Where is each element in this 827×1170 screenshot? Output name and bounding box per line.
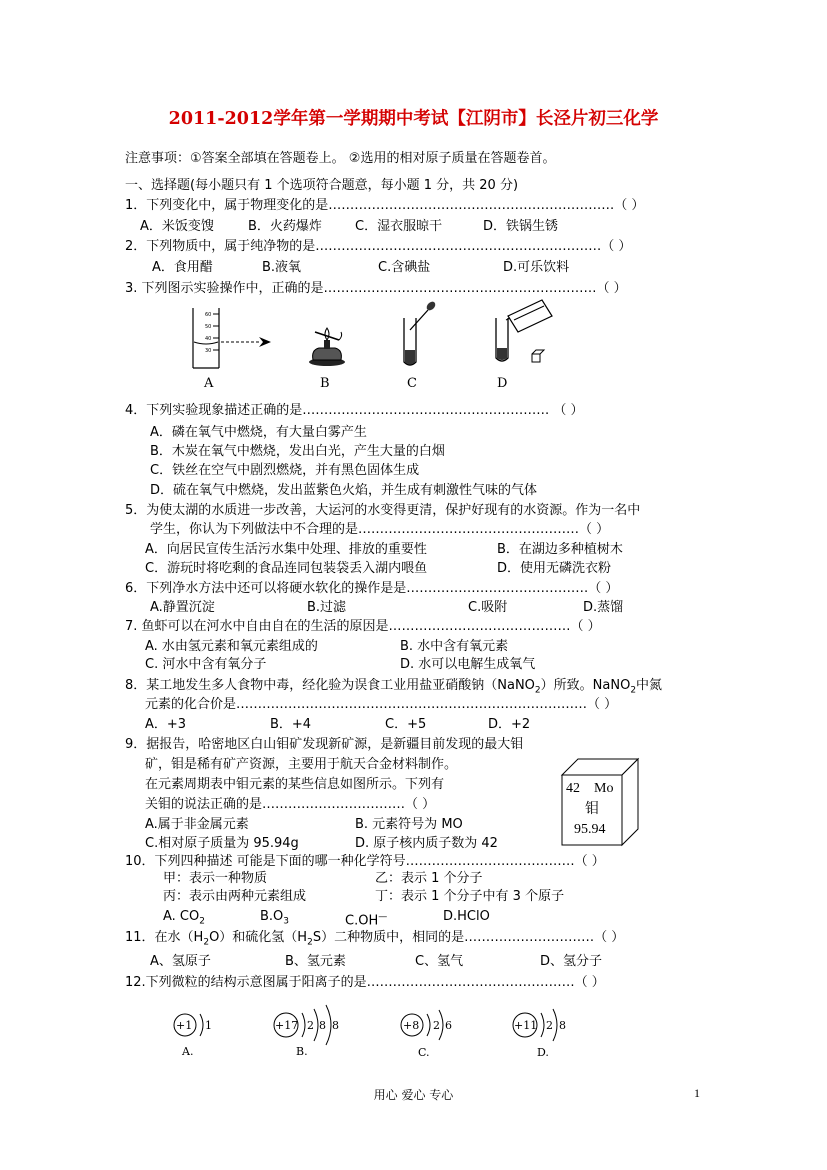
svg-text:2: 2 (433, 1019, 440, 1032)
q8-stem-line1: 8．某工地发生多人食物中毒，经化验为误食工业用盐亚硝酸钠（NaNO$_2$）所致。NaNO$_2$中氮 (125, 678, 663, 696)
svg-text:C.: C. (418, 1046, 430, 1059)
q5-option-a: A．向居民宣传生活污水集中处理、排放的重要性 (145, 542, 427, 557)
q1-option-d: D．铁锅生锈 (483, 219, 559, 234)
q6-option-d: D.蒸馏 (583, 600, 624, 615)
q8-option-c: C．+5 (385, 717, 427, 732)
q9-stem-line1: 9．据报告，哈密地区白山钼矿发现新矿源，是新疆目前发现的最大钼 (125, 737, 524, 752)
q8-option-d: D．+2 (488, 717, 531, 732)
q6-option-c: C.吸附 (468, 600, 508, 615)
q7-option-b: B. 水中含有氧元素 (400, 639, 509, 654)
svg-text:D.: D. (537, 1046, 549, 1059)
figure-c-dropper-test-tube (398, 302, 438, 370)
svg-text:+8: +8 (403, 1019, 420, 1032)
q10-option-c: C.OH— (345, 912, 388, 929)
q2-option-a: A．食用醋 (152, 260, 213, 275)
q5-stem-line1: 5．为使太湖的水质进一步改善，大运河的水变得更清，保护好现有的水资源。作为一名中 (125, 503, 641, 518)
q6-stem: 6．下列净水方法中还可以将硬水软化的操作是是……………………………………（ ） (125, 581, 619, 596)
page-footer: 用心 爱心 专心 (373, 1088, 454, 1102)
q10-option-d: D.HClO (443, 909, 490, 924)
cylinder-mark-30: 30 (205, 348, 212, 354)
svg-text:+1: +1 (176, 1019, 193, 1032)
notice: 注意事项：①答案全部填在答题卷上。 ②选用的相对原子质量在答题卷首。 (125, 151, 556, 166)
page-number: 1 (694, 1086, 700, 1100)
q6-option-b: B.过滤 (307, 600, 347, 615)
q7-option-d: D. 水可以电解生成氧气 (400, 657, 536, 672)
q2-stem: 2．下列物质中，属于纯净物的是…………………………………………………………（ ） (125, 239, 632, 254)
q9-option-b: B. 元素符号为 MO (355, 817, 463, 832)
element-name: 钼 (585, 802, 599, 817)
q2-option-d: D.可乐饮料 (503, 260, 570, 275)
q9-option-c: C.相对原子质量为 95.94g (145, 836, 299, 851)
cylinder-mark-50: 50 (205, 324, 212, 330)
figure-a-graduated-cylinder (185, 306, 280, 370)
atom-diagram-a (170, 1010, 220, 1060)
q4-option-b: B．木炭在氧气中燃烧，发出白光，产生大量的白烟 (150, 444, 445, 459)
figure-b-alcohol-lamp (305, 318, 350, 368)
q3-label-d: D (497, 376, 508, 391)
svg-text:1: 1 (205, 1019, 212, 1032)
element-mass: 95.94 (574, 822, 606, 837)
q4-option-d: D．硫在氧气中燃烧，发出蓝紫色火焰，并生成有刺激性气味的气体 (150, 483, 538, 498)
svg-text:6: 6 (445, 1019, 452, 1032)
atom-diagram-d (510, 1008, 580, 1060)
q1-option-c: C．湿衣服晾干 (355, 219, 443, 234)
svg-text:A.: A. (182, 1045, 194, 1058)
q10-option-b: $B.O_3$ (260, 909, 290, 927)
element-symbol: Mo (594, 781, 614, 796)
svg-text:2: 2 (307, 1019, 314, 1032)
q3-stem: 3. 下列图示实验操作中，正确的是………………………………………………………（ ） (125, 281, 627, 296)
q1-option-b: B．火药爆炸 (248, 219, 322, 234)
q10-desc-yi: 乙：表示 1 个分子 (375, 871, 483, 886)
q10-option-a: A. $CO_2$ (163, 909, 205, 927)
q8-option-b: B．+4 (270, 717, 312, 732)
q4-option-a: A．磷在氧气中燃烧，有大量白雾产生 (150, 425, 367, 440)
q11-option-c: C、氢气 (415, 954, 464, 969)
figure-d-pouring-liquid (488, 298, 558, 368)
atom-diagram-c (398, 1008, 468, 1060)
q10-desc-jia: 甲：表示一种物质 (163, 871, 268, 886)
q4-option-c: C．铁丝在空气中剧烈燃烧，并有黑色固体生成 (150, 463, 420, 478)
q3-label-c: C (407, 376, 417, 391)
q7-option-c: C. 河水中含有氧分子 (145, 657, 267, 672)
q8-stem-line2: 元素的化合价是………………………………………………………………………（ ） (145, 697, 618, 712)
svg-text:2: 2 (546, 1019, 553, 1032)
q11-option-d: D、氢分子 (540, 954, 603, 969)
q4-stem: 4．下列实验现象描述正确的是………………………………………………… （ ） (125, 403, 584, 418)
q9-option-a: A.属于非金属元素 (145, 817, 249, 832)
q11-stem: 11．在水$(H_2O)$和硫化氢$(H_2S)$二种物质中，相同的是…………………………（ ） (125, 930, 625, 948)
cylinder-mark-40: 40 (205, 336, 212, 342)
svg-text:B.: B. (296, 1045, 308, 1058)
q3-label-b: B (320, 376, 330, 391)
q5-option-d: D．使用无磷洗衣粉 (497, 561, 612, 576)
q8-option-a: A．+3 (145, 717, 187, 732)
atom-diagram-b (270, 1005, 350, 1060)
q9-stem-line3: 在元素周期表中钼元素的某些信息如图所示。下列有 (145, 777, 445, 792)
svg-text:8: 8 (559, 1019, 566, 1032)
q5-stem-line2: 学生，你认为下列做法中不合理的是……………………………………………（ ） (150, 522, 610, 537)
q12-stem: 12.下列微粒的结构示意图属于阳离子的是…………………………………………（ ） (125, 975, 605, 990)
q9-stem-line4: 关钼的说法正确的是……………………………（ ） (145, 797, 436, 812)
q9-stem-line2: 矿，钼是稀有矿产资源，主要用于航天合金材料制作。 (145, 757, 458, 772)
cylinder-mark-60: 60 (205, 312, 212, 318)
q2-option-b: B.液氧 (262, 260, 302, 275)
q7-option-a: A. 水由氢元素和氧元素组成的 (145, 639, 318, 654)
q7-stem: 7. 鱼虾可以在河水中自由自在的生活的原因是……………………………………（ ） (125, 619, 601, 634)
q1-stem: 1．下列变化中，属于物理变化的是…………………………………………………………（ ） (125, 198, 645, 213)
q6-option-a: A.静置沉淀 (150, 600, 215, 615)
page-title: 2011-2012学年第一学期期中考试【江阴市】长泾片初三化学 (168, 109, 659, 129)
svg-text:8: 8 (319, 1019, 326, 1032)
svg-text:+17: +17 (275, 1019, 299, 1032)
q11-option-a: A、氢原子 (150, 954, 211, 969)
q10-desc-bing: 丙：表示由两种元素组成 (163, 889, 307, 904)
q1-option-a: A．米饭变馊 (140, 219, 214, 234)
element-number: 42 (566, 781, 580, 796)
q11-option-b: B、氢元素 (285, 954, 346, 969)
svg-text:+11: +11 (514, 1019, 538, 1032)
q2-option-c: C.含碘盐 (378, 260, 431, 275)
section-heading: 一、选择题(每小题只有 1 个选项符合题意，每小题 1 分，共 20 分) (125, 178, 519, 193)
svg-text:8: 8 (332, 1019, 339, 1032)
q5-option-c: C．游玩时将吃剩的食品连同包装袋丢入湖内喂鱼 (145, 561, 428, 576)
q9-option-d: D. 原子核内质子数为 42 (355, 836, 498, 851)
q3-label-a: A (204, 376, 214, 391)
q10-desc-ding: 丁：表示 1 个分子中有 3 个原子 (375, 889, 565, 904)
q10-stem: 10．下列四种描述 可能是下面的哪一种化学符号…………………………………（ ） (125, 854, 605, 869)
molybdenum-element-card (560, 757, 640, 849)
q5-option-b: B．在湖边多种植树木 (497, 542, 623, 557)
